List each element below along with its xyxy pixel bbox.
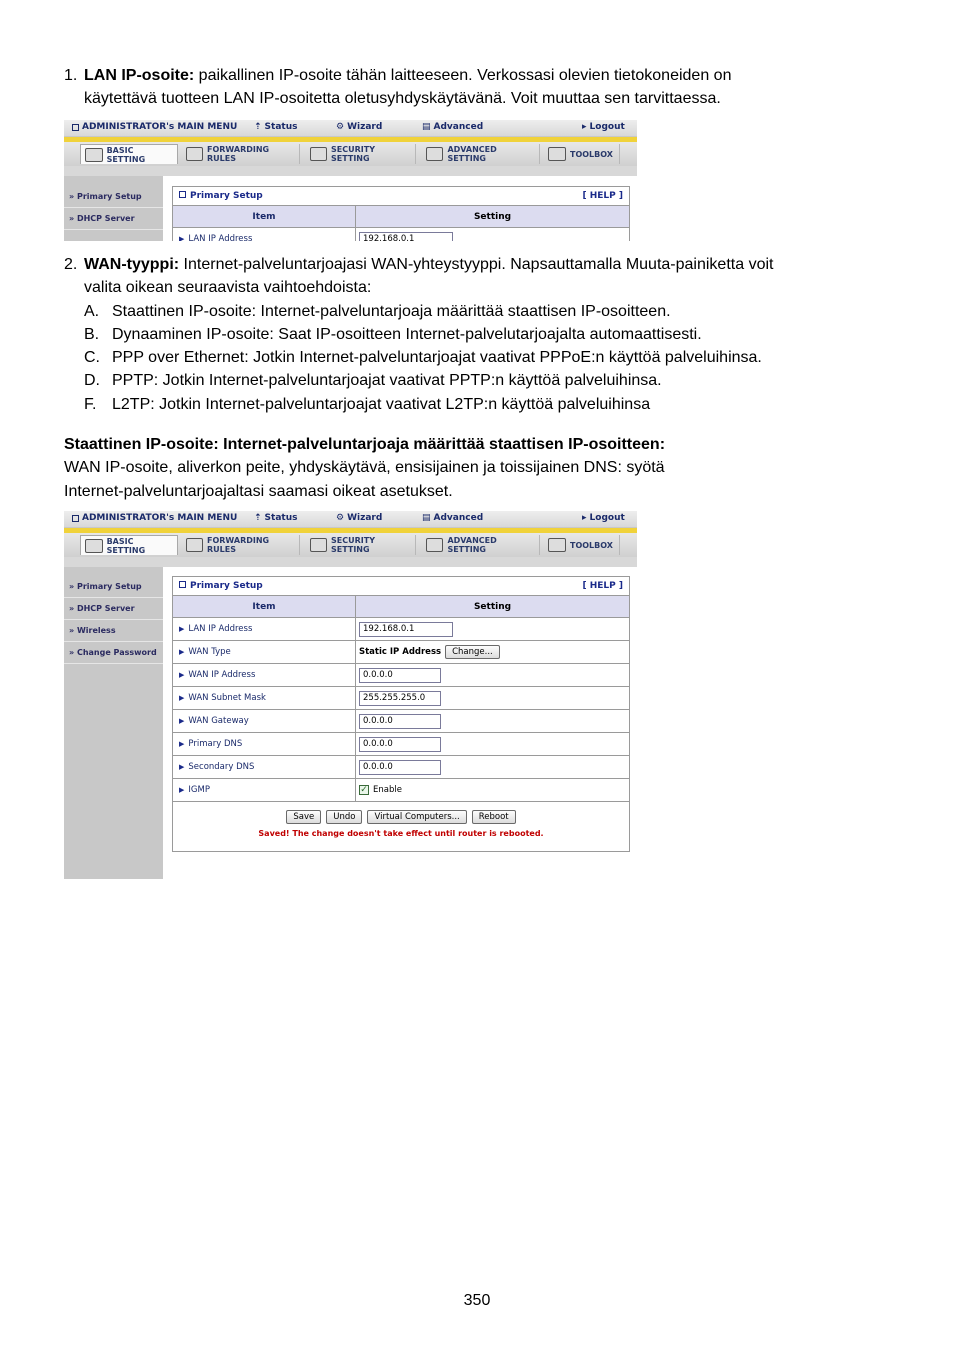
logout-link[interactable]: Logout: [589, 513, 625, 523]
option-letter: A.: [84, 302, 100, 320]
panel-square-icon: [179, 581, 186, 588]
option-b: [64, 323, 894, 346]
row-arrow-icon: ▶: [179, 740, 185, 748]
section-1-text-2: käytettävä tuotteen LAN IP-osoitetta oletusyhdyskäytävänä. Voit muuttaa sen tarvittaessa.: [84, 90, 721, 108]
gray-strip: [64, 557, 637, 567]
wan-ip-label: WAN IP Address: [188, 670, 256, 680]
bullet-icon: »: [69, 214, 77, 223]
router-tab-bar: [64, 533, 637, 557]
bullet-icon: »: [69, 192, 77, 201]
save-button[interactable]: Save: [286, 810, 321, 824]
help-link[interactable]: [ HELP ]: [582, 581, 623, 591]
table-header-row: [173, 596, 629, 618]
status-link[interactable]: Status: [264, 122, 298, 132]
option-letter: D.: [84, 372, 100, 390]
sidebar-item-label: Primary Setup: [76, 582, 142, 591]
bullet-icon: »: [69, 626, 77, 635]
basic-setting-icon: [85, 539, 103, 553]
forwarding-icon: [186, 147, 203, 161]
tab-toolbox[interactable]: [544, 535, 620, 555]
panel-title: Primary Setup: [190, 191, 263, 201]
lan-ip-input[interactable]: 192.168.0.1: [359, 622, 453, 637]
table-row-primary-dns: [173, 733, 629, 756]
gateway-input[interactable]: 0.0.0.0: [359, 714, 441, 729]
tab-forwarding-rules[interactable]: [182, 535, 300, 555]
help-link[interactable]: [ HELP ]: [582, 191, 623, 201]
row-arrow-icon: ▶: [179, 694, 185, 702]
router-top-menu: [64, 120, 637, 137]
section-2-line-1: [64, 253, 894, 276]
advanced-link[interactable]: Advanced: [433, 122, 484, 132]
panel-header: [173, 187, 629, 206]
section-2-number: 2.: [64, 256, 78, 273]
tab-label: TOOLBOX: [570, 149, 613, 159]
option-f: [64, 393, 894, 416]
status-icon: ⇡: [254, 122, 262, 132]
table-row-lan-ip: [173, 618, 629, 641]
security-icon: [310, 538, 327, 552]
sidebar-item-change-password[interactable]: [64, 642, 163, 664]
tab-advanced-setting[interactable]: [422, 535, 540, 555]
table-row-wan-type: [173, 641, 629, 664]
advanced-icon: ▤: [422, 122, 431, 132]
section-3-text-1: WAN IP-osoite, aliverkon peite, yhdyskäytävä, ensisijainen ja toissijainen DNS: syötä: [64, 459, 665, 477]
tab-basic-setting[interactable]: [80, 144, 178, 164]
bullet-icon: »: [69, 604, 77, 613]
sidebar-item-dhcp-server[interactable]: [64, 208, 163, 230]
igmp-enable-label: Enable: [373, 785, 402, 795]
tab-label: SECURITY SETTING: [331, 145, 375, 163]
table-row-subnet-mask: [173, 687, 629, 710]
section-3-heading: Staattinen IP-osoite: Internet-palveluntarjoaja määrittää staattisen IP-osoitteen:: [64, 436, 666, 453]
table-row-secondary-dns: [173, 756, 629, 779]
section-1-text-1: paikallinen IP-osoite tähän laitteeseen. Verkossasi olevien tietokoneiden on: [194, 67, 732, 84]
router-screenshot-cropped: [64, 120, 637, 241]
option-text: L2TP: Jotkin Internet-palveluntarjoajat vaativat L2TP:n käyttöä palveluihinsa: [112, 395, 651, 413]
security-icon: [310, 147, 327, 161]
section-static-ip: [64, 433, 894, 503]
sidebar-item-wireless[interactable]: [64, 620, 163, 642]
tab-label: BASIC SETTING: [106, 145, 146, 164]
panel-header: [173, 577, 629, 596]
row-arrow-icon: ▶: [179, 763, 185, 771]
primary-dns-input[interactable]: 0.0.0.0: [359, 737, 441, 752]
sidebar-item-label: DHCP Server: [76, 604, 135, 613]
gateway-label: WAN Gateway: [188, 716, 249, 726]
primary-setup-panel: [172, 186, 630, 241]
wizard-link[interactable]: Wizard: [347, 513, 383, 523]
option-c: [64, 346, 894, 369]
section-1-number: 1.: [64, 67, 78, 84]
row-arrow-icon: ▶: [179, 671, 185, 679]
toolbox-icon: [548, 147, 566, 161]
router-sidebar: [64, 567, 163, 879]
wan-ip-input[interactable]: 0.0.0.0: [359, 668, 441, 683]
router-sidebar: [64, 176, 163, 241]
router-tab-bar: [64, 142, 637, 166]
wan-type-value: Static IP Address: [359, 647, 442, 657]
section-2-label: WAN-tyyppi:: [84, 256, 180, 273]
bullet-icon: »: [69, 582, 77, 591]
sidebar-item-label: Primary Setup: [76, 192, 142, 201]
table-row-wan-ip: [173, 664, 629, 687]
table-row-lan-ip: [173, 228, 629, 241]
wizard-icon: ⚙: [336, 513, 345, 523]
lan-ip-label: LAN IP Address: [188, 624, 253, 634]
tab-label: ADVANCED SETTING: [447, 536, 497, 554]
section-2-text-1: Internet-palveluntarjoajasi WAN-yhteystyyppi. Napsauttamalla Muuta-painiketta voit: [179, 256, 774, 273]
option-letter: C.: [84, 349, 100, 367]
row-arrow-icon: ▶: [179, 235, 185, 241]
section-1-line-1: [64, 64, 894, 87]
section-3-text-2: Internet-palveluntarjoajaltasi saamasi oikeat asetukset.: [64, 482, 453, 500]
toolbox-icon: [548, 538, 566, 552]
status-icon: ⇡: [254, 513, 262, 523]
section-1-label: LAN IP-osoite:: [84, 67, 195, 84]
option-letter: B.: [84, 325, 100, 343]
secondary-dns-input[interactable]: 0.0.0.0: [359, 760, 441, 775]
option-a: [64, 300, 894, 323]
sidebar-item-label: Change Password: [76, 648, 157, 657]
panel-square-icon: [179, 191, 186, 198]
column-header-item: Item: [173, 206, 356, 227]
bullet-icon: »: [69, 648, 77, 657]
section-lan-ip: [64, 64, 894, 111]
logout-link[interactable]: Logout: [589, 122, 625, 132]
table-header-row: [173, 206, 629, 228]
tab-label: ADVANCED SETTING: [447, 145, 497, 163]
lan-ip-input[interactable]: 192.168.0.1: [359, 232, 453, 242]
tab-toolbox[interactable]: [544, 144, 620, 164]
row-arrow-icon: ▶: [179, 786, 185, 794]
option-text: PPP over Ethernet: Jotkin Internet-palveluntarjoajat vaativat PPPoE:n käyttöä palveluihinsa.: [112, 349, 762, 367]
column-header-setting: Setting: [473, 601, 512, 612]
main-menu-link[interactable]: ADMINISTRATOR's MAIN MENU: [82, 513, 238, 523]
action-buttons: [173, 802, 629, 824]
tab-security-setting[interactable]: [306, 144, 416, 164]
menu-square-icon: [72, 515, 79, 522]
advanced-setting-icon: [426, 147, 443, 161]
logout-arrow-icon: ▸: [582, 513, 587, 523]
primary-setup-panel: [172, 576, 630, 852]
tab-label: FORWARDING RULES: [207, 145, 270, 163]
primary-dns-label: Primary DNS: [188, 739, 243, 749]
saved-message: Saved! The change doesn't take effect until router is rebooted.: [258, 829, 544, 838]
tab-label: BASIC SETTING: [106, 536, 146, 555]
sidebar-item-label: Wireless: [76, 626, 116, 635]
section-wan-type: [64, 253, 894, 416]
subnet-mask-label: WAN Subnet Mask: [188, 693, 266, 703]
sidebar-item-primary-setup[interactable]: [64, 576, 163, 598]
igmp-checkbox[interactable]: ✓: [360, 785, 368, 795]
tab-security-setting[interactable]: [306, 535, 416, 555]
row-arrow-icon: ▶: [179, 717, 185, 725]
sidebar-item-dhcp-server[interactable]: [64, 598, 163, 620]
row-arrow-icon: ▶: [179, 625, 185, 633]
page-number: 350: [463, 1292, 491, 1309]
column-header-item: Item: [173, 596, 356, 617]
basic-setting-icon: [85, 148, 103, 162]
gray-strip: [64, 166, 637, 176]
option-letter: F.: [84, 395, 97, 413]
row-arrow-icon: ▶: [179, 648, 185, 656]
option-text: Staattinen IP-osoite: Internet-palveluntarjoaja määrittää staattisen IP-osoitteen.: [112, 302, 671, 320]
advanced-setting-icon: [426, 538, 443, 552]
forwarding-icon: [186, 538, 203, 552]
panel-title: Primary Setup: [190, 581, 263, 591]
wizard-icon: ⚙: [336, 122, 345, 132]
subnet-mask-input[interactable]: 255.255.255.0: [359, 691, 441, 706]
change-button[interactable]: Change...: [445, 645, 500, 659]
wizard-link[interactable]: Wizard: [347, 122, 383, 132]
virtual-computers-button[interactable]: Virtual Computers...: [367, 810, 466, 824]
router-screenshot-full: [64, 511, 637, 880]
option-text: Dynaaminen IP-osoite: Saat IP-osoitteen Internet-palvelutarjoajalta automaattisesti.: [112, 325, 702, 343]
tab-label: FORWARDING RULES: [207, 536, 270, 554]
status-link[interactable]: Status: [264, 513, 298, 523]
tab-advanced-setting[interactable]: [422, 144, 540, 164]
secondary-dns-label: Secondary DNS: [188, 762, 255, 772]
logout-arrow-icon: ▸: [582, 122, 587, 132]
undo-button[interactable]: Undo: [326, 810, 362, 824]
tab-forwarding-rules[interactable]: [182, 144, 300, 164]
option-text: PPTP: Jotkin Internet-palveluntarjoajat vaativat PPTP:n käyttöä palveluihinsa.: [112, 372, 662, 390]
advanced-link[interactable]: Advanced: [433, 513, 484, 523]
section-2-text-2: valita oikean seuraavista vaihtoehdoista:: [84, 279, 372, 297]
main-menu-link[interactable]: ADMINISTRATOR's MAIN MENU: [82, 122, 238, 132]
lan-ip-label: LAN IP Address: [188, 234, 253, 241]
tab-basic-setting[interactable]: [80, 535, 178, 555]
tab-label: SECURITY SETTING: [331, 536, 375, 554]
menu-square-icon: [72, 124, 79, 131]
tab-label: TOOLBOX: [570, 540, 613, 550]
router-top-menu: [64, 511, 637, 528]
sidebar-item-primary-setup[interactable]: [64, 186, 163, 208]
table-row-gateway: [173, 710, 629, 733]
igmp-label: IGMP: [188, 785, 210, 795]
wan-type-label: WAN Type: [188, 647, 231, 657]
reboot-button[interactable]: Reboot: [472, 810, 516, 824]
sidebar-item-label: DHCP Server: [76, 214, 135, 223]
option-d: [64, 369, 894, 392]
column-header-setting: Setting: [473, 211, 512, 222]
advanced-icon: ▤: [422, 513, 431, 523]
table-row-igmp: [173, 779, 629, 802]
